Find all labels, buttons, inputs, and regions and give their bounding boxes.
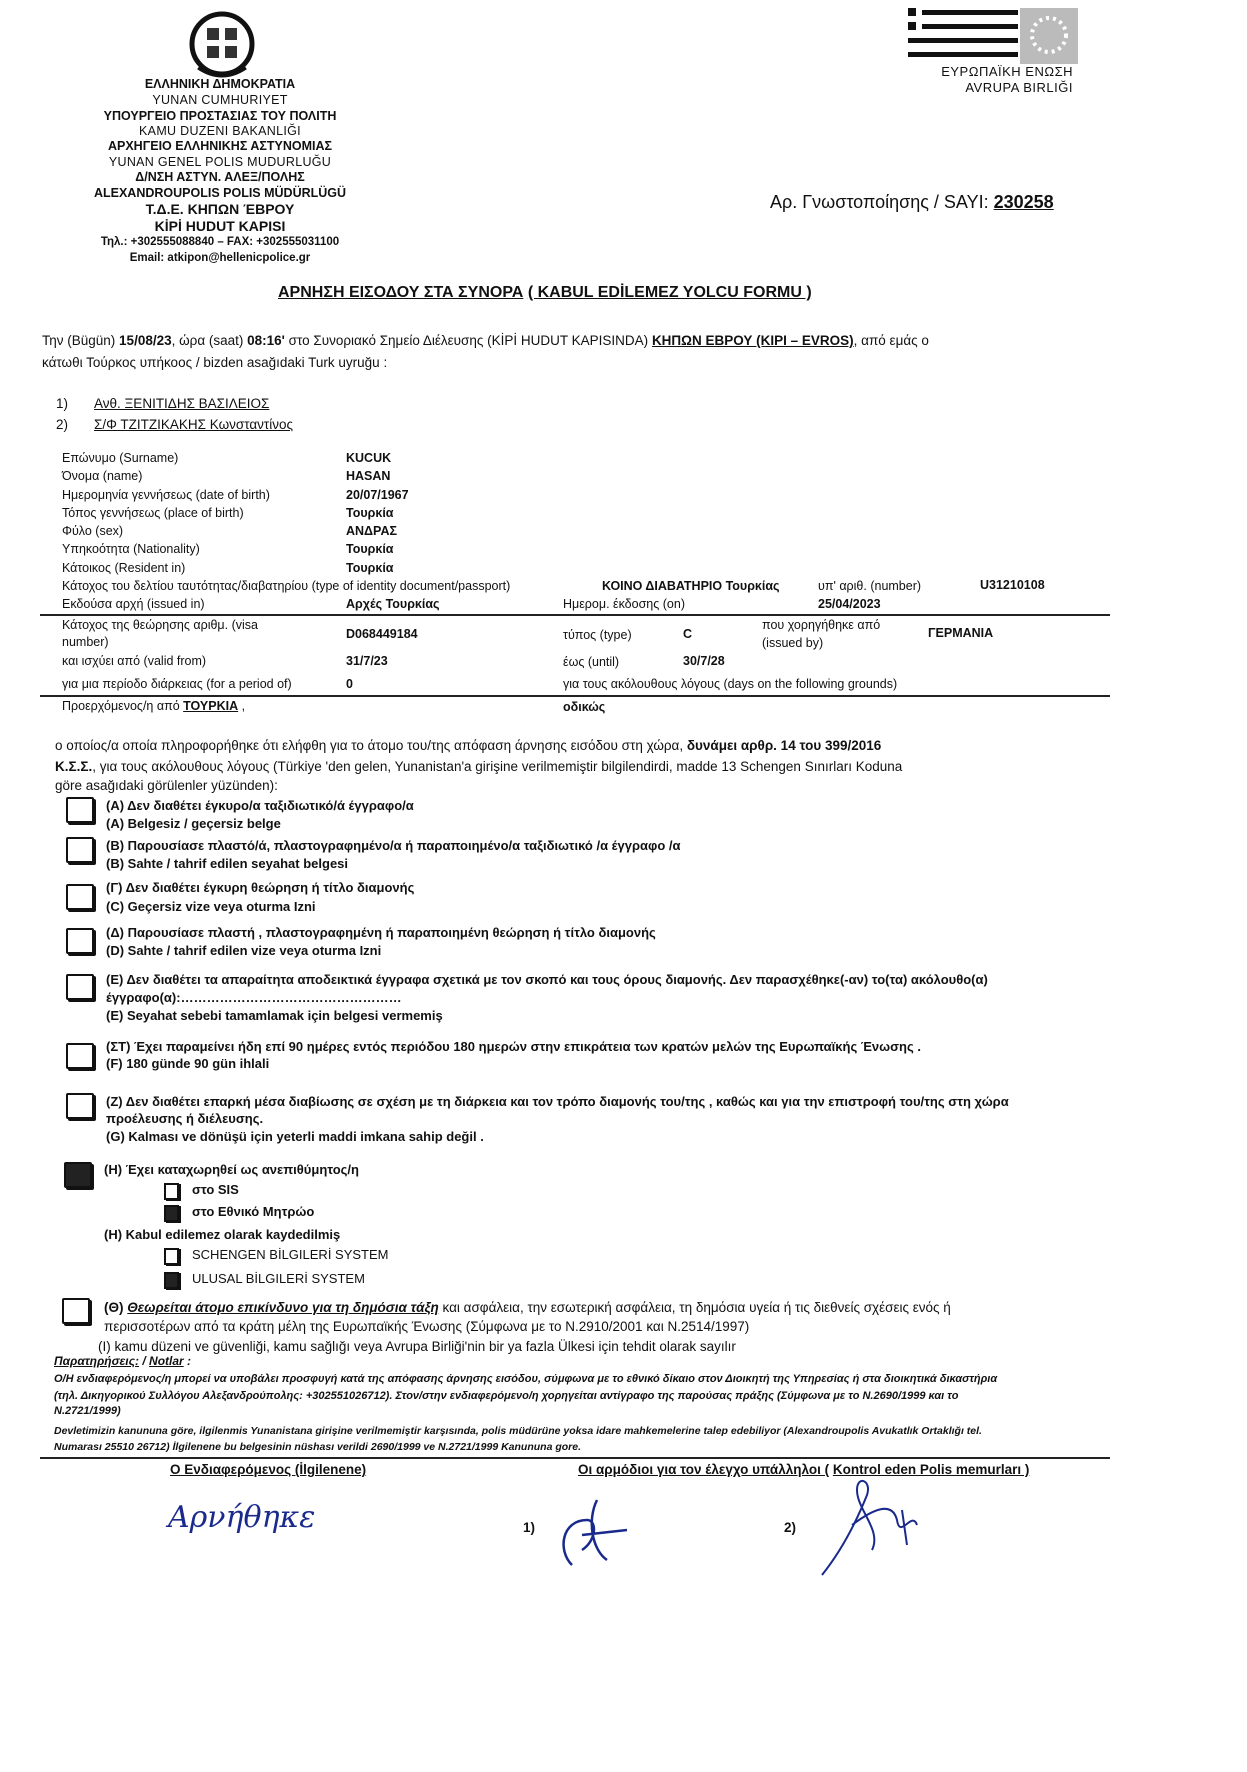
reason-b-checkbox[interactable] — [66, 837, 94, 863]
page-title — [278, 284, 812, 302]
reason-theta-turkish: (I) kamu düzeni ve güvenliği, kamu sağlığı veya Avrupa Birliği'nin bir ya fazla Ülkesi için tehdit olarak sayılır — [98, 1339, 736, 1354]
decision-legal-basis: δυνάμει αρθρ. 14 του 399/2016 — [686, 738, 882, 753]
reason-e-checkbox[interactable] — [66, 974, 94, 1000]
name-value: HASAN — [346, 469, 391, 483]
reason-g-checkbox[interactable] — [66, 1093, 94, 1119]
notes-greek-line: (τηλ. Δικηγορικού Συλλόγου Αλεξανδρούπολης: +302551026712). Στον/στην ενδιαφερόμενο/η χορηγείται αντίγραφο της παρούσας πράξης (Σύμφωνα με το N.2690/1999 και το — [54, 1390, 959, 1402]
officer-1 — [56, 396, 269, 411]
intro-text: στο Συνοριακό Σημείο Διέλευσης (KİPİ HUDUT KAPISINDA) — [284, 333, 652, 348]
visa-number-value: D068449184 — [346, 627, 418, 641]
origin-line — [62, 699, 245, 713]
national-register-label: στο Εθνικό Μητρώο — [192, 1204, 315, 1219]
issued-in-value: Αρχές Τουρκίας — [346, 597, 440, 611]
officers-label-turkish: Kontrol eden Polis memurları ) — [832, 1462, 1030, 1477]
eu-label-greek: ΕΥΡΩΠΑΪΚΗ ΕΝΩΣΗ — [941, 64, 1073, 79]
intro-place: ΚΗΠΩΝ ΕΒΡΟΥ (KIPI – EVROS) — [651, 333, 854, 348]
title-greek: ΑΡΝΗΣΗ ΕΙΣΟΔΟΥ ΣΤΑ ΣΥΝΟΡΑ — [278, 284, 524, 301]
notes-turkish-line: Devletimizin kanununa göre, ilgilenmis Yunanistana girişine verilmemiştir karşısında, polis müdürüne yoksa idare mahkemelerine talep edebiliyor (Alexandroupolis Avukatlık Ortaklığı tel. — [54, 1425, 982, 1437]
divider — [40, 1457, 1110, 1459]
decision-line-2 — [55, 759, 902, 774]
divider — [40, 614, 1110, 616]
officer-1-signature-num: 1) — [523, 1520, 536, 1535]
notes-greek-line: N.2721/1999) — [54, 1405, 121, 1417]
intro-line-2: κάτωθι Τούρκος υπήκοος / bizden asağıdaki Turk uyruğu : — [42, 355, 388, 370]
decision-line-3: göre asağıdaki görülenler yüzünden): — [55, 778, 278, 793]
schengen-system-label: SCHENGEN BİLGILERİ SYSTEM — [192, 1247, 389, 1262]
authority-phone: Τηλ.: +302555088840 – FAX: +302555031100 — [100, 236, 340, 248]
reason-theta-text: και ασφάλεια, την εσωτερική ασφάλεια, τη δημόσια υγεία ή τις διεθνείς σχέσεις ενός ή — [438, 1300, 951, 1315]
authority-line: ΑΡΧΗΓΕΙΟ ΕΛΛΗΝΙΚΗΣ ΑΣΤΥΝΟΜΙΑΣ — [107, 139, 333, 153]
visa-type-value: C — [683, 627, 693, 641]
reason-e-documents: έγγραφο(α):…………………………………………… — [106, 990, 402, 1005]
notes-turkish-line: Numarası 25510 26712) İlgilenene bu belgesinin nüshası verildi 2690/1999 ve N.2721/1999 Kanununa gore. — [54, 1441, 581, 1453]
dob-value: 20/07/1967 — [346, 488, 409, 502]
resident-value: Τουρκία — [346, 561, 394, 575]
doc-type-value: ΚΟΙΝΟ ΔΙΑΒΑΤΗΡΙΟ Τουρκίας — [602, 579, 780, 593]
surname-value: KUCUK — [346, 451, 392, 465]
decision-text: ο οποίος/α οποία πληροφορήθηκε ότι ελήφθη για το άτομο του/της απόφαση άρνησης εισόδου στη χώρα, — [55, 738, 687, 753]
authority-email: Email: atkipon@hellenicpolice.gr — [129, 252, 311, 264]
ref-label: Αρ. Γνωστοποίησης / SAYI: — [770, 192, 989, 212]
decision-text: , για τους ακόλουθους λόγους (Türkiye 'den gelen, Yunanistan'a girişine verilmemiştir bilgilendirdi, madde 13 Schengen Sınırları Koduna — [92, 759, 903, 774]
origin-country: ΤΟΥΡΚΙΑ — [183, 699, 239, 713]
reason-b-greek: (Β) Παρουσίασε πλαστό/ά, πλαστογραφημένο/α ή παραποιημένο/α ταξιδιωτικό /α έγγραφο /α — [106, 838, 681, 853]
national-system-label: ULUSAL BİLGILERİ SYSTEM — [192, 1271, 365, 1286]
reason-c-greek: (Γ) Δεν διαθέτει έγκυρη θεώρηση ή τίτλο διαμονής — [106, 880, 415, 895]
person-signature — [168, 1500, 315, 1535]
authority-line: Δ/ΝΣΗ ΑΣΤΥΝ. ΑΛΕΞ/ΠΟΛΗΣ — [135, 170, 305, 184]
field-label: Υπηκοότητα (Nationality) — [62, 542, 200, 556]
reason-theta-underlined: Θεωρείται άτομο επικίνδυνο για τη δημόσια τάξη — [127, 1300, 439, 1315]
reason-h-checkbox[interactable] — [64, 1162, 92, 1188]
valid-from-label: και ισχύει από (valid from) — [62, 654, 207, 668]
person-signature-text: Αρνήθηκε — [168, 1500, 316, 1535]
authority-line: ΕΛΛΗΝΙΚΗ ΔΗΜΟΚΡΑΤΙΑ — [144, 77, 296, 91]
authority-line: KAMU DUZENI BAKANLIĞI — [139, 124, 301, 138]
decision-code: Κ.Σ.Σ. — [55, 759, 93, 774]
visa-issued-by-label: που χορηγήθηκε από — [762, 618, 881, 632]
reason-a-greek: (Α) Δεν διαθέτει έγκυρο/α ταξιδιωτικό/ά έγγραφο/α — [106, 798, 414, 813]
until-value: 30/7/28 — [683, 654, 725, 668]
officer-2-signature — [812, 1470, 932, 1585]
reason-theta-greek — [104, 1300, 951, 1315]
field-label: Ημερομηνία γεννήσεως (date of birth) — [62, 488, 270, 502]
officer-1-signature — [552, 1490, 632, 1575]
field-label: Φύλο (sex) — [62, 524, 124, 538]
origin-mode: οδικώς — [563, 700, 606, 714]
reason-e-greek: (Ε) Δεν διαθέτει τα απαραίτητα αποδεικτικά έγγραφα σχετικά με τον σκοπό και τους όρους διαμονής. Δεν παρασχέθηκε(-αν) το(τα) ακόλουθο(α) — [106, 972, 988, 987]
reference-number — [770, 192, 1054, 213]
field-label: Όνομα (name) — [62, 469, 143, 483]
authority-line: YUNAN CUMHURIYET — [152, 93, 288, 107]
officers-signature-label — [578, 1462, 1029, 1477]
intro-line-1 — [42, 333, 929, 348]
greek-coat-of-arms-logo — [186, 10, 258, 82]
intro-time: 08:16' — [247, 333, 285, 348]
field-label: Επώνυμο (Surname) — [62, 451, 179, 465]
reason-g-turkish: (G) Kalması ve dönüşü için yeterli maddi imkana sahip değil . — [106, 1129, 484, 1144]
reason-d-turkish: (D) Sahte / tahrif edilen vize veya oturma Izni — [106, 943, 382, 958]
notes-greek-line: Ο/Η ενδιαφερόμενος/η μπορεί να υποβάλει προσφυγή κατά της απόφασης άρνησης εισόδου, σύμφωνα με το εθνικό δίκαιο στον Διοικητή της Υπηρεσίας ή στα διοικητικά δικαστήρια — [54, 1373, 998, 1385]
reason-b-turkish: (B) Sahte / tahrif edilen seyahat belgesi — [106, 856, 349, 871]
intro-date: 15/08/23 — [119, 333, 172, 348]
notes-label-turkish: Notlar — [149, 1354, 184, 1368]
officer-name: Ανθ. ΞΕΝΙΤΙΔΗΣ ΒΑΣΙΛΕΙΟΣ — [94, 396, 270, 411]
reason-h-greek: (Η) Έχει καταχωρηθεί ως ανεπιθύμητος/η — [104, 1162, 359, 1177]
reason-theta-prefix: (Θ) — [104, 1300, 128, 1315]
notes-colon: : — [183, 1354, 192, 1368]
eu-label-turkish: AVRUPA BIRLIĞI — [965, 80, 1073, 95]
period-label: για μια περίοδο διάρκειας (for a period of) — [62, 677, 292, 691]
sis-checkbox[interactable] — [164, 1183, 179, 1200]
officer-num: 2) — [56, 417, 69, 432]
decision-line-1 — [55, 738, 881, 753]
doc-number-value: U31210108 — [980, 578, 1045, 592]
sis-label: στο SIS — [192, 1182, 239, 1197]
notes-label — [54, 1354, 191, 1368]
visa-issued-by-value: ΓΕΡΜΑΝΙΑ — [928, 626, 994, 640]
authority-line: ΥΠΟΥΡΓΕΙΟ ΠΡΟΣΤΑΣΙΑΣ ΤΟΥ ΠΟΛΙΤΗ — [103, 109, 337, 123]
intro-text: , από εμάς ο — [853, 333, 929, 348]
reason-g-greek-cont: προέλευσης ή διέλευσης. — [106, 1111, 264, 1126]
reason-theta-checkbox[interactable] — [62, 1298, 90, 1324]
title-turkish: ( KABUL EDİLEMEZ YOLCU FORMU ) — [527, 284, 812, 301]
origin-comma: , — [238, 699, 246, 713]
person-signature-label: Ο Ενδιαφερόμενος (İlgilenene) — [170, 1462, 367, 1477]
officer-num: 1) — [56, 396, 69, 411]
issued-on-label: Ημερομ. έκδοσης (on) — [563, 597, 685, 611]
nationality-value: Τουρκία — [346, 542, 394, 556]
officer-2-signature-num: 2) — [784, 1520, 797, 1535]
reason-a-turkish: (A) Belgesiz / geçersiz belge — [106, 816, 281, 831]
greece-eu-flag-logo — [908, 8, 1078, 68]
reason-d-checkbox[interactable] — [66, 928, 94, 954]
issued-on-value: 25/04/2023 — [818, 597, 881, 611]
national-system-checkbox[interactable] — [164, 1272, 179, 1289]
doc-number-label: υπ' αριθ. (number) — [818, 579, 922, 593]
visa-number-label: number) — [62, 635, 109, 649]
notes-label-greek: Παρατηρήσεις: — [54, 1354, 140, 1368]
reason-c-checkbox[interactable] — [66, 884, 94, 910]
sex-value: ΑΝΔΡΑΣ — [346, 524, 397, 538]
valid-from-value: 31/7/23 — [346, 654, 388, 668]
reason-theta-greek-cont: περισσοτέρων από τα κράτη μέλη της Ευρωπαϊκής Ένωσης (Σύμφωνα με το N.2910/2001 και N.2514/1997) — [104, 1319, 750, 1334]
reason-g-greek: (Ζ) Δεν διαθέτει επαρκή μέσα διαβίωσης σε σχέση με τη διάρκεια και τον τρόπο διαμονής του/της , καθώς και για την επιστροφή του/της στη χώρα — [106, 1094, 1009, 1109]
grounds-label: για τους ακόλουθους λόγους (days on the following grounds) — [563, 677, 898, 691]
until-label: έως (until) — [563, 655, 620, 669]
reason-e-turkish: (E) Seyahat sebebi tamamlamak için belgesi vermemiş — [106, 1008, 443, 1023]
officers-label-greek: Οι αρμόδιοι για τον έλεγχο υπάλληλοι ( — [578, 1462, 830, 1477]
schengen-system-checkbox[interactable] — [164, 1248, 179, 1265]
reason-f-turkish: (F) 180 günde 90 gün ihlali — [106, 1056, 270, 1071]
notes-sep: / — [139, 1354, 150, 1368]
officer-name: Σ/Φ ΤΖΙΤΖΙΚΑΚΗΣ Κωνσταντίνος — [94, 417, 293, 432]
national-register-checkbox[interactable] — [164, 1205, 179, 1222]
field-label: Κάτοικος (Resident in) — [62, 561, 186, 575]
reason-d-greek: (Δ) Παρουσίασε πλαστή , πλαστογραφημένη ή παραποιημένη θεώρηση ή τίτλο διαμονής — [106, 925, 656, 940]
doc-type-label: Κάτοχος του δελτίου ταυτότητας/διαβατηρίου (type of identity document/passport) — [62, 579, 511, 593]
authority-line: KİPİ HUDUT KAPISI — [154, 218, 286, 234]
visa-issued-by-label: (issued by) — [762, 636, 824, 650]
issued-in-label: Εκδούσα αρχή (issued in) — [62, 597, 205, 611]
ref-value: 230258 — [993, 192, 1054, 212]
reason-h-turkish: (H) Kabul edilemez olarak kaydedilmiş — [104, 1227, 341, 1242]
reason-a-checkbox[interactable] — [66, 797, 94, 823]
reason-f-greek: (ΣΤ) Έχει παραμείνει ήδη επί 90 ημέρες εντός περιόδου 180 ημερών στην επικράτεια των κρατών μελών της Ευρωπαϊκής Ένωσης . — [106, 1039, 921, 1054]
intro-text: Την (Bügün) — [42, 333, 120, 348]
reason-f-checkbox[interactable] — [66, 1043, 94, 1069]
visa-type-label: τύπος (type) — [563, 628, 632, 642]
divider — [40, 695, 1110, 697]
officer-2 — [56, 417, 293, 432]
origin-label: Προερχόμενος/η από — [62, 699, 184, 713]
pob-value: Τουρκία — [346, 506, 394, 520]
authority-line: YUNAN GENEL POLIS MUDURLUĞU — [108, 155, 332, 169]
period-value: 0 — [346, 677, 353, 691]
intro-text: , ώρα (saat) — [171, 333, 248, 348]
visa-number-label: Κάτοχος της θεώρησης αριθμ. (visa — [62, 618, 258, 632]
field-label: Τόπος γεννήσεως (place of birth) — [62, 506, 244, 520]
authority-line: ALEXANDROUPOLIS POLIS MÜDÜRLÜGÜ — [93, 186, 347, 200]
reason-c-turkish: (C) Geçersiz vize veya oturma Izni — [106, 899, 316, 914]
authority-line: Τ.Δ.Ε. ΚΗΠΩΝ ΈΒΡΟΥ — [145, 201, 295, 217]
